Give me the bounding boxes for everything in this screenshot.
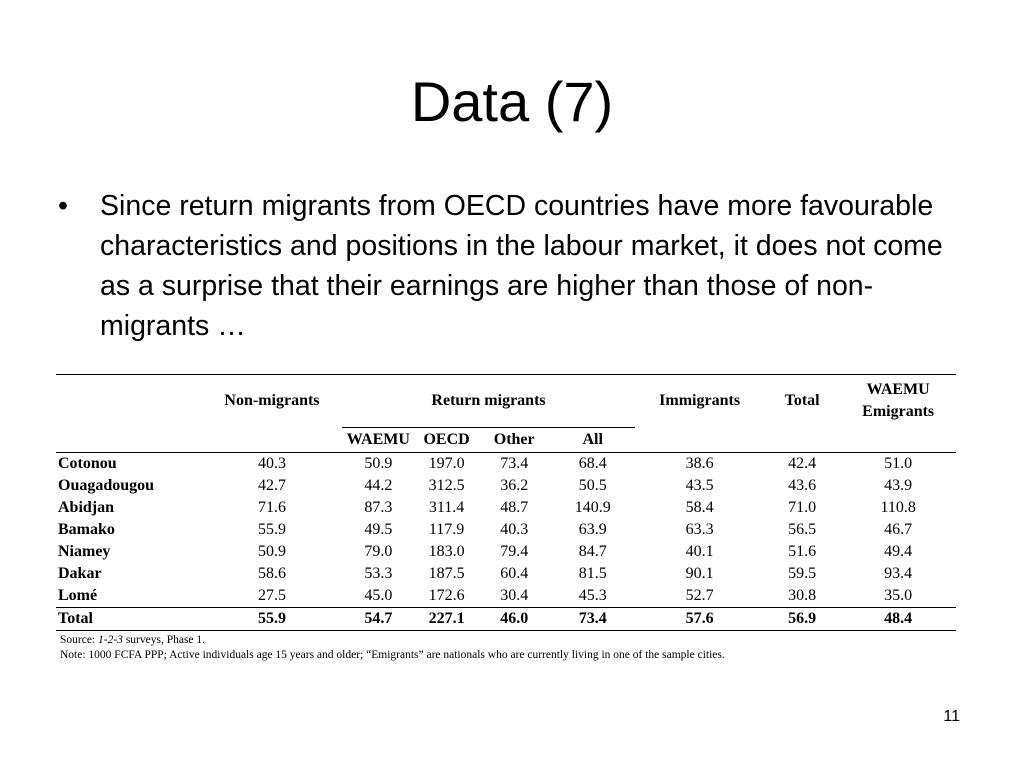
table-cell: 63.3 [685, 521, 714, 538]
table-cell: 87.3 [364, 499, 393, 516]
table-cell: 93.4 [884, 565, 913, 582]
table-row [56, 519, 956, 541]
subheader-waemu: WAEMU [342, 428, 415, 453]
table-cell: 227.1 [415, 608, 478, 631]
table-cell: 36.2 [500, 477, 529, 494]
table-cell: 43.6 [788, 477, 817, 494]
table-cell: 51.6 [788, 543, 817, 560]
bullet-icon: • [58, 190, 68, 222]
table-row [56, 563, 956, 585]
table-cell: 79.4 [500, 543, 529, 560]
table-cell: 49.4 [884, 543, 913, 560]
table-cell: 53.3 [364, 565, 393, 582]
table-row [56, 541, 956, 563]
earnings-table [56, 374, 956, 631]
table-cell: 27.5 [257, 587, 286, 604]
table-cell: 55.9 [202, 608, 342, 631]
table-cell: 311.4 [428, 499, 465, 516]
table-cell: 43.9 [884, 477, 913, 494]
table-cell: 90.1 [685, 565, 714, 582]
table-cell: 84.7 [578, 543, 607, 560]
header-waemu-emigrants-line1: WAEMU [866, 381, 930, 399]
table-cell: 110.8 [880, 499, 916, 516]
row-label: Niamey [58, 543, 111, 560]
subheader-blank [635, 428, 764, 453]
table-cell: 46.7 [884, 521, 913, 538]
table-cell: 197.0 [428, 455, 465, 472]
subheader-oecd: OECD [415, 428, 478, 453]
table-notes [56, 633, 956, 663]
table-cell: 54.7 [342, 608, 415, 631]
row-label: Cotonou [58, 455, 117, 472]
source-survey-name: 1-2-3 [98, 634, 123, 646]
table-cell: 60.4 [500, 565, 529, 582]
header-total: Total [764, 375, 840, 428]
table-row [56, 453, 956, 476]
subheader-blank [56, 428, 202, 453]
header-waemu-emigrants [840, 375, 956, 428]
row-label: Abidjan [58, 499, 115, 516]
subheader-other: Other [478, 428, 550, 453]
table-row [56, 585, 956, 608]
page-number: 11 [943, 708, 960, 725]
table-cell: 40.3 [500, 521, 529, 538]
header-non-migrants: Non-migrants [202, 375, 342, 428]
table-cell: 49.5 [364, 521, 393, 538]
row-label: Lomé [58, 587, 98, 604]
table-cell: 56.5 [788, 521, 817, 538]
table-cell: 30.8 [788, 587, 817, 604]
table-cell: 44.2 [364, 477, 393, 494]
table-cell: 38.6 [685, 455, 714, 472]
table-cell: 48.4 [840, 608, 956, 631]
header-immigrants: Immigrants [635, 375, 764, 428]
table-row [56, 497, 956, 519]
table-cell: 73.4 [550, 608, 635, 631]
table-cell: 58.6 [257, 565, 286, 582]
table-cell: 81.5 [578, 565, 607, 582]
table-cell: 52.7 [685, 587, 714, 604]
table-cell: 68.4 [578, 455, 607, 472]
header-waemu-emigrants-line2: Emigrants [862, 403, 935, 421]
row-label: Dakar [58, 565, 102, 582]
bullet-list [58, 186, 978, 346]
table-cell: 117.9 [428, 521, 465, 538]
table-cell: 59.5 [788, 565, 817, 582]
table-cell: 51.0 [884, 455, 913, 472]
table-cell: 71.6 [257, 499, 286, 516]
table-cell: 40.1 [685, 543, 714, 560]
table-cell: 50.9 [257, 543, 286, 560]
row-label: Ouagadougou [58, 477, 155, 494]
table-cell: 63.9 [578, 521, 607, 538]
table-row [56, 475, 956, 497]
subheader-blank [840, 428, 956, 453]
table-cell: 45.0 [364, 587, 393, 604]
table-cell: 79.0 [364, 543, 393, 560]
table-cell: 183.0 [428, 543, 465, 560]
table-cell: 58.4 [685, 499, 714, 516]
table-cell: 140.9 [574, 499, 611, 516]
total-row [56, 608, 956, 631]
table-cell: 172.6 [428, 587, 465, 604]
slide-title: Data (7) [410, 70, 614, 133]
table-cell: 73.4 [500, 455, 529, 472]
table-cell: 46.0 [478, 608, 550, 631]
table-cell: 50.5 [578, 477, 607, 494]
earnings-table-container [56, 374, 956, 663]
bullet-item [58, 186, 978, 346]
table-cell: 43.5 [685, 477, 714, 494]
table-cell: 48.7 [500, 499, 529, 516]
table-cell: 71.0 [788, 499, 817, 516]
source-note [60, 633, 956, 648]
subheader-all: All [550, 428, 635, 453]
header-return-migrants: Return migrants [342, 375, 636, 428]
row-label: Bamako [58, 521, 115, 538]
table-cell: 57.6 [635, 608, 764, 631]
table-cell: 42.4 [788, 455, 817, 472]
table-cell: 312.5 [428, 477, 465, 494]
table-cell: 35.0 [884, 587, 913, 604]
table-cell: 55.9 [257, 521, 286, 538]
row-label: Total [56, 608, 202, 631]
table-cell: 45.3 [578, 587, 607, 604]
table-cell: 30.4 [500, 587, 529, 604]
table-cell: 50.9 [364, 455, 393, 472]
footnote: Note: 1000 FCFA PPP; Active individuals age 15 years and older; “Emigrants” are nationals who are currently living in one of the sample cities. [60, 649, 725, 661]
table-cell: 56.9 [764, 608, 840, 631]
table-cell: 42.7 [257, 477, 286, 494]
source-prefix: Source: [60, 634, 99, 646]
table-cell: 187.5 [428, 565, 465, 582]
source-suffix: surveys, Phase 1. [122, 634, 206, 646]
table-cell: 40.3 [257, 455, 286, 472]
subheader-blank [202, 428, 342, 453]
subheader-blank [764, 428, 840, 453]
bullet-text: Since return migrants from OECD countries have more favourable characteristics and positions in the labour market, it does not come as a surprise that their earnings are higher than those of non-migrants … [100, 190, 943, 342]
header-blank [56, 375, 202, 428]
